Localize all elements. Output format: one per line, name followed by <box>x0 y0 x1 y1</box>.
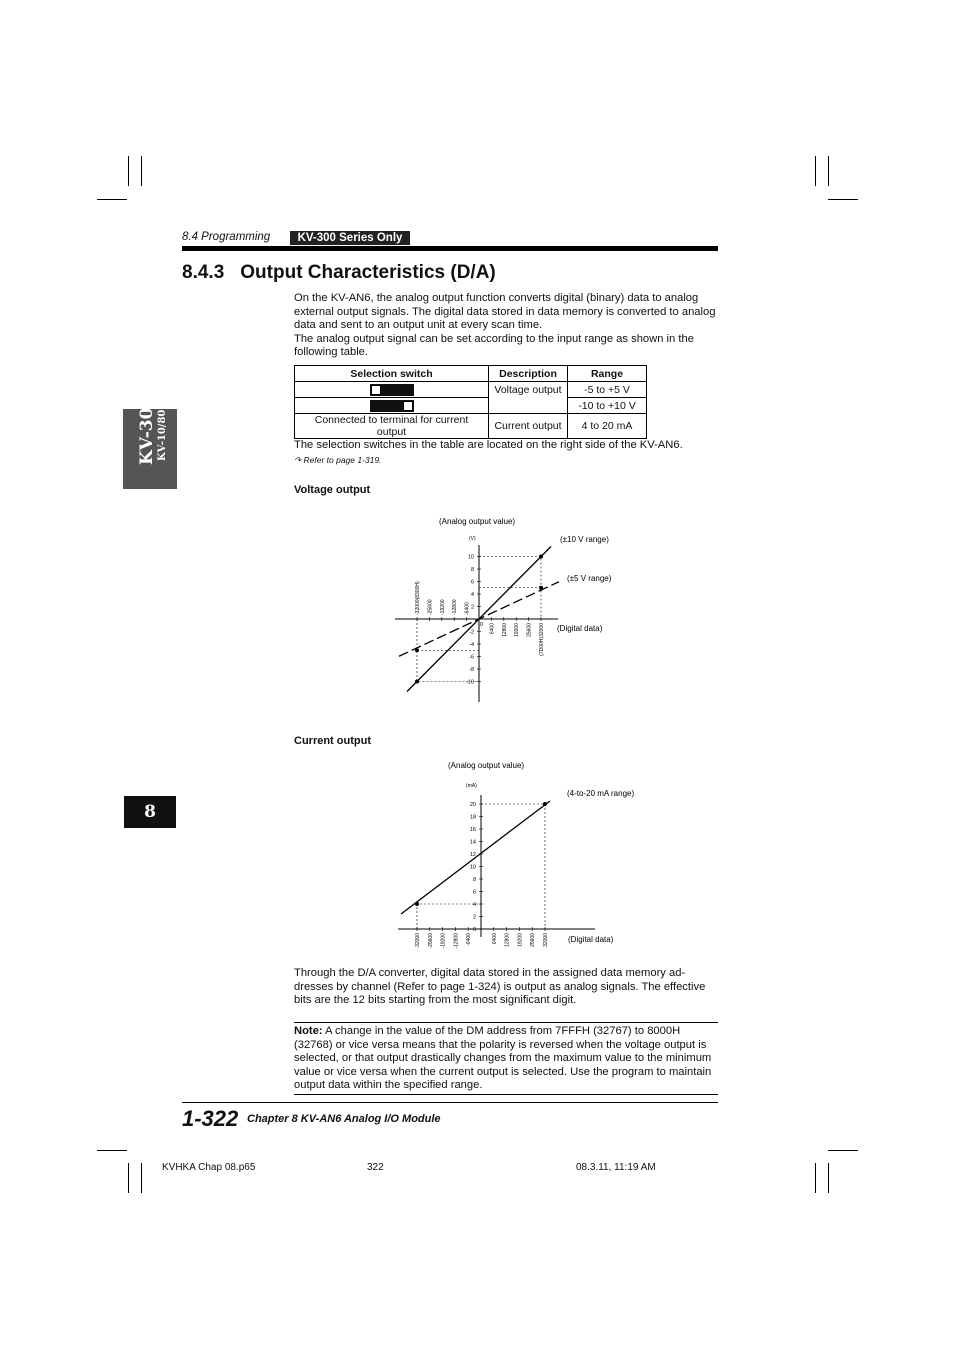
note-text: A change in the value of the DM address from 7FFFH (32767) to 8000H (32768) or vice versa means that the polarity is reversed when the voltage output is selected, or that output drastically changes from the maximum value to the minimum value or vice versa when the current output is selected. Use the program to maintain output data within the specified range. <box>294 1025 712 1091</box>
guide-line <box>417 904 481 929</box>
print-page: 322 <box>367 1162 384 1173</box>
y-tick-label: 0 <box>472 927 476 933</box>
y-tick-label: -10 <box>466 679 474 686</box>
chapter-footer: Chapter 8 KV-AN6 Analog I/O Module <box>247 1113 441 1125</box>
y-tick-label: 4 <box>472 902 476 908</box>
voltage-heading: Voltage output <box>294 484 371 496</box>
chapter-box: 8 <box>124 796 176 828</box>
data-point <box>415 680 419 684</box>
x-tick-label: -25600 <box>427 933 434 949</box>
data-point <box>543 802 547 806</box>
header-rule <box>182 246 718 251</box>
x-tick-label: -19200 <box>439 599 446 615</box>
intro-p1: On the KV-AN6, the analog output function converts digital (binary) data to analog external output signals. The digital data stored in data memory is converted to analog data and sent to an output unit at every scan time. <box>294 292 716 331</box>
x-tick-label: -12800 <box>453 933 460 949</box>
page-title <box>182 262 496 284</box>
refer-note <box>294 455 381 466</box>
y-tick-label: 12 <box>469 852 476 858</box>
table-header-row <box>295 366 647 382</box>
crop-mark <box>141 156 142 186</box>
selection-table <box>294 365 647 439</box>
data-point <box>539 586 543 590</box>
x-tick-label: 25600 <box>530 933 537 947</box>
print-file: KVHKA Chap 08.p65 <box>162 1162 256 1173</box>
switch-cell <box>295 398 489 414</box>
voltage-chart <box>380 510 660 705</box>
table-header: Selection switch <box>295 366 489 382</box>
refer-arrow-icon: ↷ <box>294 455 302 465</box>
data-point <box>415 902 419 906</box>
data-point <box>539 555 543 559</box>
crop-mark <box>815 1163 816 1193</box>
x-tick-label: 12800 <box>504 933 511 947</box>
refer-text: Refer to page 1-319. <box>303 455 382 465</box>
footer-rule <box>182 1102 718 1103</box>
table-row <box>295 398 647 414</box>
y-tick-label: 2 <box>472 914 476 921</box>
y-axis-label: (Analog output value) <box>439 517 516 526</box>
x-tick-label: 32000 <box>543 933 549 947</box>
x-axis-label: (Digital data) <box>557 624 603 633</box>
series-label-10v: (±10 V range) <box>560 535 609 544</box>
crop-mark <box>97 199 127 200</box>
switch-cell: Connected to terminal for current output <box>295 414 489 439</box>
data-point <box>415 648 419 652</box>
title-number: 8.4.3 <box>182 262 225 283</box>
note-paragraph <box>294 1025 718 1093</box>
intro-paragraph <box>294 292 718 360</box>
voltage-chart-group <box>395 517 612 702</box>
current-chart-group <box>398 761 634 949</box>
y-tick-label: -4 <box>469 642 474 648</box>
note-rule-bottom <box>294 1094 718 1095</box>
y-tick-label: 8 <box>470 567 474 573</box>
after-table-text: The selection switches in the table are located on the right side of the KV-AN6. <box>294 439 683 451</box>
x-tick-label: 6400 <box>489 623 496 635</box>
switch-right-icon <box>370 400 414 412</box>
y-tick-label: 14 <box>469 839 476 846</box>
switch-left-icon <box>370 384 414 396</box>
range-cell: 4 to 20 mA <box>568 414 647 439</box>
y-tick-label: -2 <box>469 629 474 636</box>
x-tick-label: -19200 <box>440 933 447 949</box>
crop-mark <box>128 156 129 186</box>
zero-label: 0 <box>480 622 484 628</box>
y-tick-label: 10 <box>467 554 474 561</box>
crop-mark <box>828 156 829 186</box>
x-tick-label: -25600 <box>427 599 434 615</box>
table-row <box>295 414 647 439</box>
series-label-current: (4-to-20 mA range) <box>567 789 635 798</box>
x-tick-label: 25600 <box>526 623 533 637</box>
current-heading: Current output <box>294 735 371 747</box>
y-tick-label: 6 <box>470 579 474 586</box>
x-tick-label: 19200 <box>514 623 521 637</box>
description-cell: Current output <box>489 414 568 439</box>
x-tick-label: 6400 <box>491 933 498 945</box>
crop-mark <box>97 1150 127 1151</box>
crop-mark <box>828 1150 858 1151</box>
after-chart-text: Through the D/A converter, digital data stored in the assigned data memory ad-dresses by channel (Refer to page 1-324) is output as analog signals. The effective bits are the 12 bits starting from the most significant digit. <box>294 967 706 1006</box>
page-number: 1-322 <box>182 1106 239 1131</box>
side-tab-title: KV-300 <box>137 395 157 465</box>
y-unit-label: (V) <box>469 536 476 542</box>
side-tab <box>123 395 177 489</box>
guide-line <box>481 804 545 929</box>
note-rule-top <box>294 1022 718 1023</box>
x-tick-label: -6400 <box>464 602 471 615</box>
y-unit-label: (mA) <box>466 783 477 789</box>
x-axis-label: (Digital data) <box>568 935 614 944</box>
crop-mark <box>141 1163 142 1193</box>
print-date: 08.3.11, 11:19 AM <box>576 1162 656 1173</box>
y-tick-label: 8 <box>472 877 476 883</box>
x-tick-label: (7D00H)32000 <box>539 623 545 656</box>
y-tick-label: -8 <box>469 667 474 673</box>
y-tick-label: 20 <box>469 802 476 808</box>
note-label: Note: <box>294 1025 323 1037</box>
y-tick-label: 10 <box>469 864 476 871</box>
y-tick-label: 6 <box>472 889 476 896</box>
x-tick-label: -32000(8300H) <box>415 581 421 615</box>
description-cell: Voltage output <box>489 382 568 414</box>
y-tick-label: -6 <box>469 654 474 661</box>
range-cell: -10 to +10 V <box>568 398 647 414</box>
table-header: Description <box>489 366 568 382</box>
switch-cell <box>295 382 489 398</box>
x-tick-label: -6400 <box>466 933 473 946</box>
range-cell: -5 to +5 V <box>568 382 647 398</box>
current-chart <box>380 755 660 955</box>
y-axis-label: (Analog output value) <box>448 761 525 770</box>
side-tab-subtitle: KV-10/80 <box>157 409 168 461</box>
y-tick-label: 4 <box>470 592 474 598</box>
x-tick-label: 19200 <box>517 933 524 947</box>
section-label: 8.4 Programming <box>182 231 271 243</box>
table-row <box>295 382 647 398</box>
y-tick-label: 18 <box>469 814 476 821</box>
crop-mark <box>828 199 858 200</box>
y-tick-label: 2 <box>470 604 474 611</box>
table-header: Range <box>568 366 647 382</box>
crop-mark <box>128 1163 129 1193</box>
x-tick-label: 12800 <box>501 623 508 637</box>
series-badge: KV-300 Series Only <box>290 231 410 245</box>
series-label-5v: (±5 V range) <box>567 574 612 583</box>
y-tick-label: 16 <box>469 827 476 833</box>
x-tick-label: -12800 <box>452 599 459 615</box>
crop-mark <box>815 156 816 186</box>
title-text: Output Characteristics (D/A) <box>240 262 496 283</box>
intro-p2: The analog output signal can be set according to the input range as shown in the following table. <box>294 332 694 358</box>
x-tick-label: -32000 <box>415 933 421 949</box>
crop-mark <box>828 1163 829 1193</box>
